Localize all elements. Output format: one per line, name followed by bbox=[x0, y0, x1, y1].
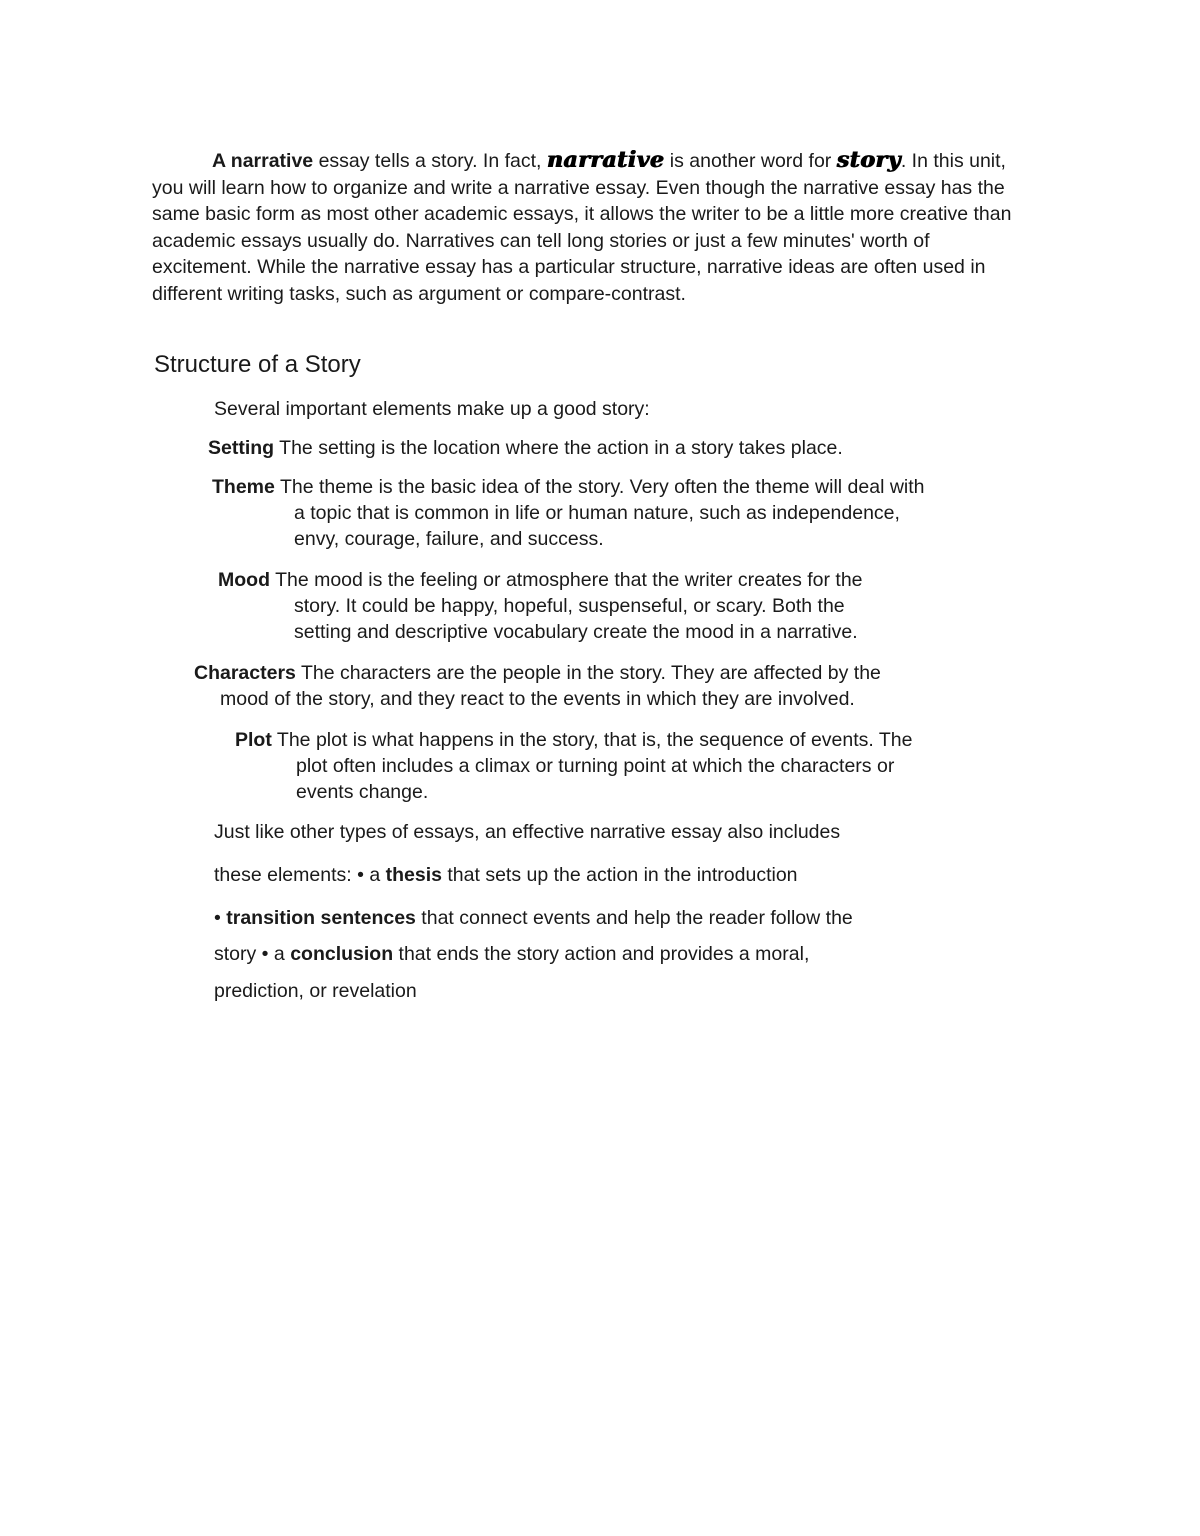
closing-line-3 bbox=[214, 905, 853, 931]
element-theme-cont-1: a topic that is common in life or human nature, such as independence, bbox=[294, 502, 900, 524]
element-plot bbox=[235, 727, 913, 753]
closing-text: that connect events and help the reader follow the bbox=[415, 907, 853, 929]
closing-line-5: prediction, or revelation bbox=[214, 980, 417, 1002]
term-conclusion: conclusion bbox=[290, 943, 394, 965]
display-word-story: story bbox=[836, 147, 901, 173]
closing-text: that ends the story action and provides a moral, bbox=[393, 943, 810, 965]
element-term: Setting bbox=[208, 437, 275, 459]
bullet-glyph: • bbox=[214, 907, 227, 929]
intro-text-1: essay tells a story. In fact, bbox=[313, 150, 547, 172]
section-heading: Structure of a Story bbox=[154, 351, 361, 378]
element-term: Plot bbox=[235, 729, 272, 751]
element-term: Theme bbox=[212, 476, 275, 498]
intro-text-3: . In this unit, you will learn how to organize and write a narrative essay. Even though the narrative essay has the same basic form as most other academic essays, it allows the writer to be a little more creative than academic essays usually do. Narratives can tell long stories or just a few minutes' worth of excitement. While the narrative essay has a particular structure, narrative ideas are often used in different writing tasks, such as argument or compare-contrast. bbox=[152, 150, 1012, 305]
term-transition-sentences: transition sentences bbox=[226, 907, 416, 929]
closing-text: that sets up the action in the introduction bbox=[441, 864, 798, 886]
element-setting bbox=[208, 435, 843, 461]
element-mood bbox=[218, 567, 863, 593]
section-lead: Several important elements make up a good story: bbox=[214, 398, 650, 420]
element-plot-cont-2: events change. bbox=[296, 781, 429, 803]
closing-text: story • a bbox=[214, 943, 291, 965]
closing-line-2 bbox=[214, 862, 798, 888]
term-thesis: thesis bbox=[385, 864, 442, 886]
element-line: The setting is the location where the action in a story takes place. bbox=[279, 437, 843, 459]
closing-line-1: Just like other types of essays, an effective narrative essay also includes bbox=[214, 821, 841, 843]
element-line: The mood is the feeling or atmosphere that the writer creates for the bbox=[275, 569, 863, 591]
element-theme bbox=[212, 474, 925, 500]
element-term: Mood bbox=[218, 569, 270, 591]
element-plot-cont-1: plot often includes a climax or turning point at which the characters or bbox=[296, 755, 895, 777]
display-word-narrative: narrative bbox=[546, 147, 665, 173]
element-characters bbox=[194, 660, 881, 686]
element-line: The plot is what happens in the story, that is, the sequence of events. The bbox=[276, 729, 913, 751]
intro-lead-term: A narrative bbox=[212, 150, 314, 172]
closing-text: these elements: • a bbox=[214, 864, 386, 886]
intro-paragraph bbox=[152, 147, 1032, 307]
element-mood-cont-1: story. It could be happy, hopeful, suspenseful, or scary. Both the bbox=[294, 595, 845, 617]
element-term: Characters bbox=[194, 662, 296, 684]
element-mood-cont-2: setting and descriptive vocabulary create the mood in a narrative. bbox=[294, 621, 858, 643]
closing-line-4 bbox=[214, 941, 809, 967]
element-line: The theme is the basic idea of the story. Very often the theme will deal with bbox=[279, 476, 925, 498]
element-theme-cont-2: envy, courage, failure, and success. bbox=[294, 528, 604, 550]
intro-text-2: is another word for bbox=[664, 150, 837, 172]
element-characters-cont-1: mood of the story, and they react to the events in which they are involved. bbox=[220, 688, 855, 710]
element-line: The characters are the people in the story. They are affected by the bbox=[300, 662, 881, 684]
